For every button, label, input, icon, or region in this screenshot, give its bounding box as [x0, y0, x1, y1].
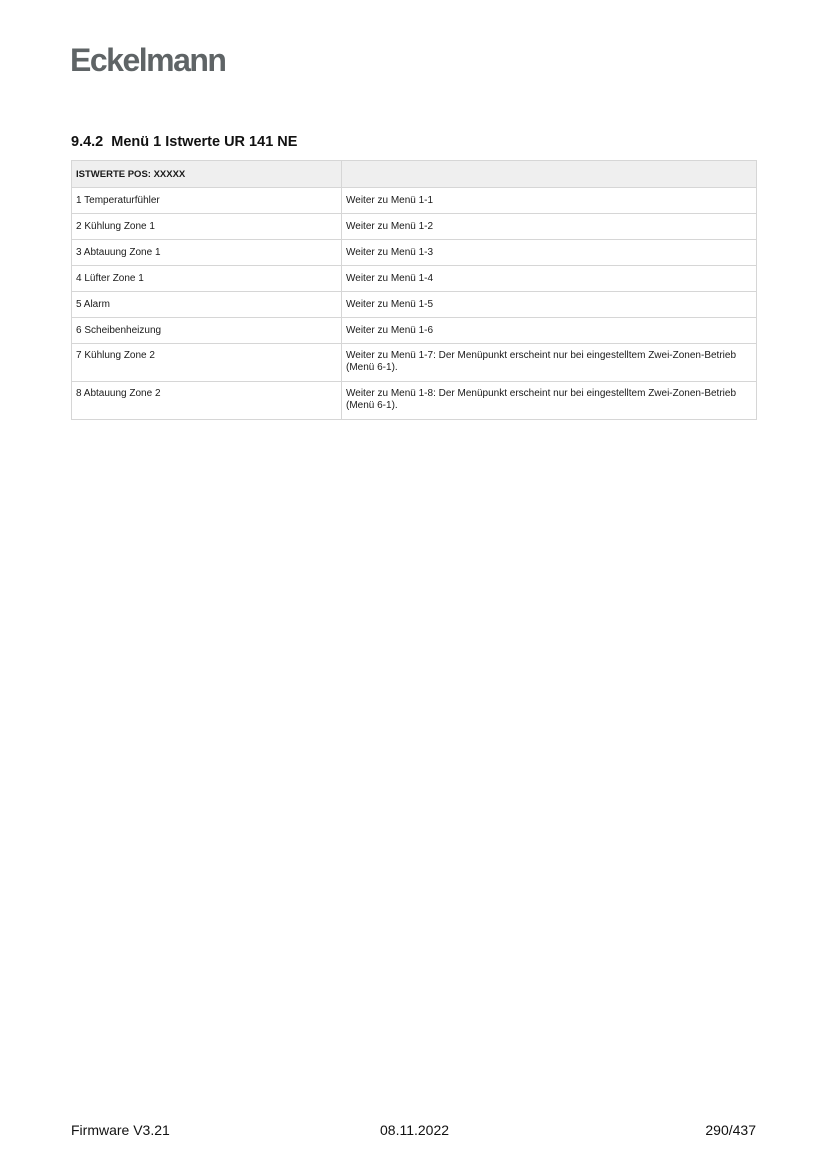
section-number: 9.4.2: [71, 134, 104, 150]
menu-item-description: Weiter zu Menü 1-7: Der Menüpunkt erscheint nur bei eingestelltem Zwei-Zonen-Betrieb (Menü 6-1).: [342, 344, 757, 382]
menu-item-label: 7 Kühlung Zone 2: [72, 344, 342, 382]
table-row: [72, 188, 757, 214]
eckelmann-logo: Eckelmann: [70, 42, 226, 78]
table-row: [72, 240, 757, 266]
istwerte-table: [71, 160, 757, 420]
menu-item-description: Weiter zu Menü 1-4: [342, 266, 757, 292]
table-row: [72, 266, 757, 292]
section-title: [71, 133, 297, 151]
menu-item-label: 4 Lüfter Zone 1: [72, 266, 342, 292]
table-row: [72, 344, 757, 382]
firmware-version: Firmware V3.21: [71, 1122, 170, 1138]
table-row: [72, 292, 757, 318]
page-number: 290/437: [705, 1122, 756, 1138]
table-row: [72, 382, 757, 420]
menu-item-description: Weiter zu Menü 1-5: [342, 292, 757, 318]
menu-item-label: 6 Scheibenheizung: [72, 318, 342, 344]
menu-item-description: Weiter zu Menü 1-3: [342, 240, 757, 266]
menu-item-label: 3 Abtauung Zone 1: [72, 240, 342, 266]
menu-item-description: Weiter zu Menü 1-8: Der Menüpunkt erscheint nur bei eingestelltem Zwei-Zonen-Betrieb (Menü 6-1).: [342, 382, 757, 420]
menu-item-label: 8 Abtauung Zone 2: [72, 382, 342, 420]
page-footer: [71, 1122, 756, 1140]
menu-item-label: 2 Kühlung Zone 1: [72, 214, 342, 240]
menu-item-description: Weiter zu Menü 1-6: [342, 318, 757, 344]
table-header-row: [72, 161, 757, 188]
section-title-text: Menü 1 Istwerte UR 141 NE: [111, 134, 298, 150]
table-row: [72, 318, 757, 344]
menu-item-label: 5 Alarm: [72, 292, 342, 318]
table-row: [72, 214, 757, 240]
menu-item-description: Weiter zu Menü 1-1: [342, 188, 757, 214]
table-header-cell-2: [342, 161, 757, 188]
menu-item-description: Weiter zu Menü 1-2: [342, 214, 757, 240]
table-header-cell-1: ISTWERTE POS: XXXXX: [72, 161, 342, 188]
menu-item-label: 1 Temperaturfühler: [72, 188, 342, 214]
document-date: 08.11.2022: [380, 1122, 450, 1138]
